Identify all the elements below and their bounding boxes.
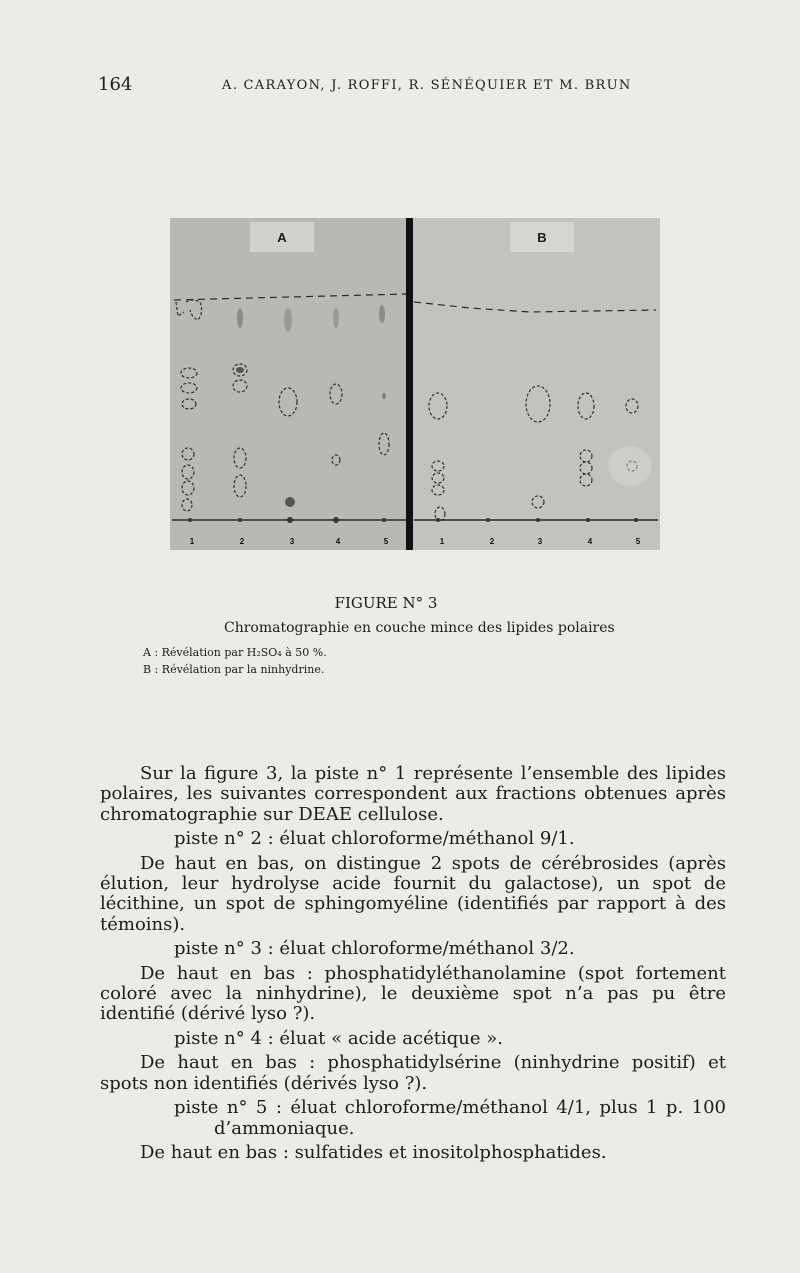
- plate-a-letter: A: [277, 230, 287, 245]
- tlc-plates-image: [170, 218, 660, 550]
- figure-note-a: A : Révélation par H₂SO₄ à 50 %.: [143, 646, 327, 659]
- lane-b-2: 2: [489, 537, 495, 546]
- plate-b: [413, 218, 660, 550]
- paragraph-piste-5: De haut en bas : sulfatides et inositolphosphatides.: [140, 1141, 607, 1163]
- page-header: [0, 74, 800, 102]
- plate-b-letter: B: [537, 230, 547, 245]
- page-number: 164: [98, 74, 133, 95]
- lane-b-3: 3: [537, 537, 543, 546]
- figure-note-b: B : Révélation par la ninhydrine.: [143, 663, 325, 676]
- lane-a-2: 2: [239, 537, 245, 546]
- lane-b-4: 4: [587, 537, 593, 546]
- running-head: A. CARAYON, J. ROFFI, R. SÉNÉQUIER ET M. BRUN: [222, 78, 632, 93]
- piste-4: piste n° 4 : éluat « acide acétique ».: [174, 1027, 503, 1049]
- plate-divider: [406, 218, 413, 550]
- lane-a-4: 4: [335, 537, 341, 546]
- lane-b-5: 5: [635, 537, 641, 546]
- piste-3: piste n° 3 : éluat chloroforme/méthanol 3/2.: [174, 938, 575, 960]
- paragraph-piste-4: De haut en bas : phosphatidylsérine (ninhydrine positif) et spots non identifiés (dérivés lyso ?).: [100, 1052, 726, 1094]
- paragraph-intro: Sur la figure 3, la piste n° 1 représente l’ensemble des lipides polaires, les suivantes correspondent aux fractions obtenues après chromatographie sur DEAE cellulose.: [100, 763, 726, 825]
- lane-a-1: 1: [189, 537, 195, 546]
- figure-title-row: [0, 594, 800, 612]
- piste-5: piste n° 5 : éluat chloroforme/méthanol 4/1, plus 1 p. 100 d’ammoniaque.: [174, 1097, 726, 1139]
- lane-a-5: 5: [383, 537, 389, 546]
- plate-b-halo: [608, 446, 652, 486]
- body-text: [100, 764, 726, 1167]
- piste-2: piste n° 2 : éluat chloroforme/méthanol 9/1.: [174, 828, 575, 850]
- paragraph-piste-3: De haut en bas : phosphatidyléthanolamine (spot fortement coloré avec la ninhydrine), le deuxième spot n’a pas pu être identifié (dérivé lyso ?).: [100, 962, 726, 1025]
- lane-b-1: 1: [439, 537, 445, 546]
- lane-a-3: 3: [289, 537, 295, 546]
- figure-subtitle: Chromatographie en couche mince des lipides polaires: [224, 620, 615, 636]
- paragraph-piste-2: De haut en bas, on distingue 2 spots de cérébrosides (après élution, leur hydrolyse acide fournit du galactose), un spot de lécithine, un spot de sphingomyéline (identifiés par rapport à des témoins).: [100, 852, 726, 935]
- chromatography-figure: [170, 218, 660, 550]
- figure-title: FIGURE N° 3: [334, 594, 438, 612]
